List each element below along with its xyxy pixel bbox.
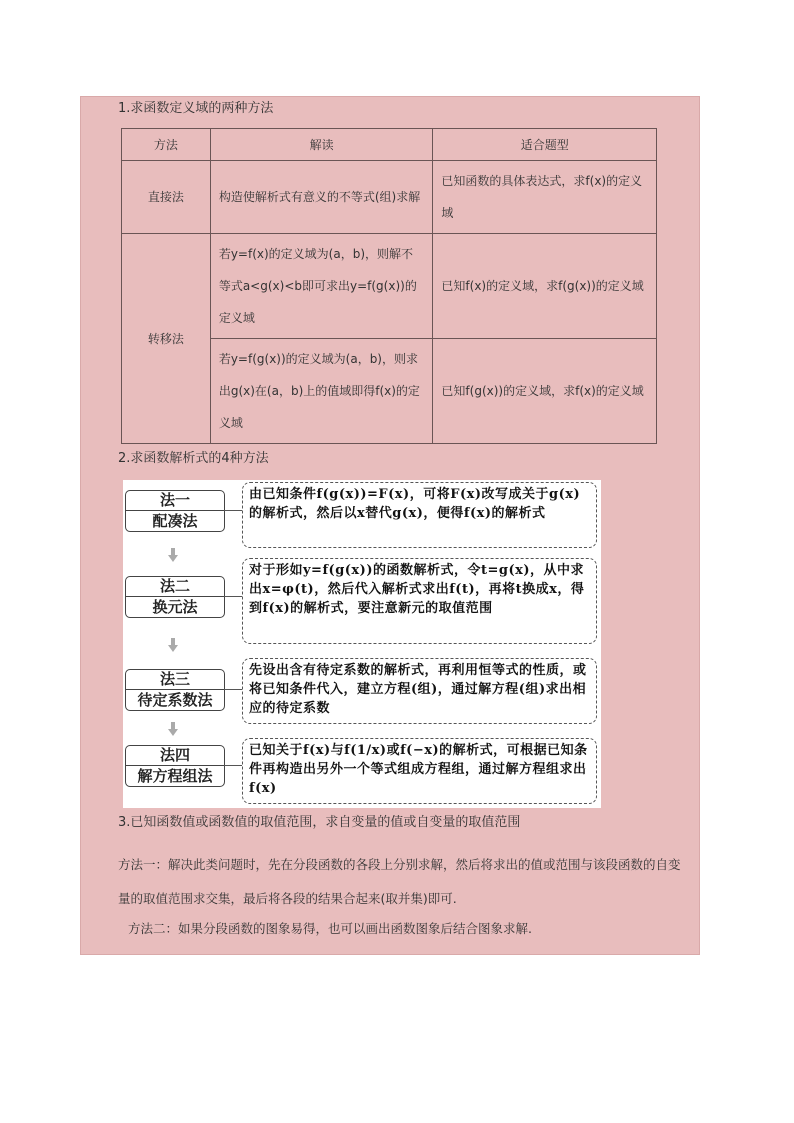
method-desc-4: 已知关于f(x)与f(1/x)或f(−x)的解析式，可根据已知条件再构造出另外一个等式组成方程组，通过解方程组求出f(x) [242, 738, 597, 804]
method-num-3: 法三 [126, 670, 224, 690]
domain-methods-table [121, 128, 657, 444]
header-interp: 解读 [210, 129, 433, 161]
section3-method1: 方法一：解决此类问题时，先在分段函数的各段上分别求解，然后将求出的值或范围与该段函数的自变量的取值范围求交集，最后将各段的结果合起来(取并集)即可. [118, 857, 681, 906]
transfer-row2-interp: 若y=f(g(x))的定义域为(a，b)，则求出g(x)在(a，b)上的值域即得f(x)的定义域 [210, 339, 433, 444]
connector-1 [224, 510, 242, 511]
transfer-method: 转移法 [122, 234, 211, 444]
method-box-4 [125, 745, 225, 787]
method-num-1: 法一 [126, 491, 224, 511]
header-method: 方法 [122, 129, 211, 161]
method-num-4: 法四 [126, 746, 224, 766]
direct-method: 直接法 [122, 161, 211, 234]
transfer-row2-type: 已知f(g(x))的定义域，求f(x)的定义域 [433, 339, 657, 444]
method-name-1: 配凑法 [152, 512, 198, 530]
section3-method2: 方法二：如果分段函数的图象易得，也可以画出函数图象后结合图象求解. [128, 921, 532, 936]
section1-heading: 1.求函数定义域的两种方法 [118, 101, 274, 116]
connector-2 [224, 596, 242, 597]
method-box-1 [125, 490, 225, 532]
method-name-3: 待定系数法 [137, 691, 213, 709]
transfer-row1-type: 已知f(x)的定义域，求f(g(x))的定义域 [433, 234, 657, 339]
method-desc-1: 由已知条件f(g(x))=F(x)，可将F(x)改写成关于g(x)的解析式，然后以x替代g(x)，便得f(x)的解析式 [242, 482, 597, 548]
method-box-3 [125, 669, 225, 711]
direct-type: 已知函数的具体表达式，求f(x)的定义域 [433, 161, 657, 234]
down-arrow-icon [168, 638, 178, 652]
method-box-2 [125, 576, 225, 618]
header-type: 适合题型 [433, 129, 657, 161]
method-desc-2: 对于形如y=f(g(x))的函数解析式，令t=g(x)，从中求出x=φ(t)，然后代入解析式求出f(t)，再将t换成x，得到f(x)的解析式，要注意新元的取值范围 [242, 558, 597, 644]
down-arrow-icon [168, 722, 178, 736]
method-desc-3: 先设出含有待定系数的解析式，再利用恒等式的性质，或将已知条件代入，建立方程(组)，通过解方程(组)求出相应的待定系数 [242, 658, 597, 724]
transfer-row1-interp: 若y=f(x)的定义域为(a，b)，则解不等式a<g(x)<b即可求出y=f(g(x))的定义域 [210, 234, 433, 339]
section2-heading: 2.求函数解析式的4种方法 [118, 451, 269, 466]
method-name-2: 换元法 [152, 598, 198, 616]
section3-heading: 3.已知函数值或函数值的取值范围，求自变量的值或自变量的取值范围 [118, 815, 521, 830]
connector-3 [224, 689, 242, 690]
connector-4 [224, 765, 242, 766]
down-arrow-icon [168, 548, 178, 562]
method-name-4: 解方程组法 [137, 767, 213, 785]
direct-interp: 构造使解析式有意义的不等式(组)求解 [210, 161, 433, 234]
method-flowchart [123, 480, 601, 808]
method-num-2: 法二 [126, 577, 224, 597]
